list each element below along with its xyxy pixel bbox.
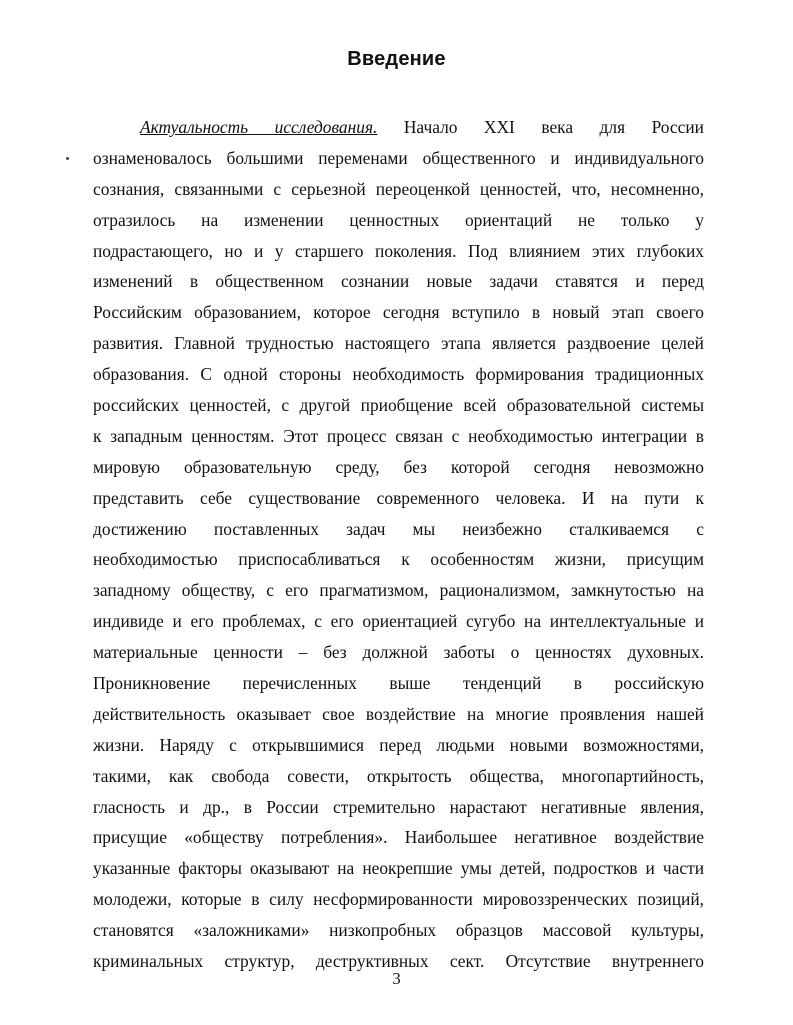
text-line: образования. С одной стороны необходимость формирования традиционных <box>93 364 704 385</box>
text-line: жизни. Наряду с открывшимися перед людьми новыми возможностями, <box>93 734 704 755</box>
text-line-first <box>93 112 704 143</box>
text-line: присущие «обществу потребления». Наибольшее негативное воздействие <box>93 827 704 848</box>
section-lead-heading: Актуальность исследования. <box>140 117 378 137</box>
text-line: материальные ценности – без должной заботы о ценностях духовных. <box>93 642 704 663</box>
text-line: Проникновение перечисленных выше тенденций в российскую <box>93 673 704 694</box>
text-line: ознаменовалось большими переменами общественного и индивидуального <box>93 147 704 168</box>
text-line: такими, как свобода совести, открытость общества, многопартийность, <box>93 765 704 786</box>
first-line-text: Начало XXI века для России <box>403 117 704 137</box>
text-line: действительность оказывает свое воздействие на многие проявления нашей <box>93 703 704 724</box>
margin-dot <box>66 157 69 160</box>
text-line: достижению поставленных задач мы неизбежно сталкиваемся с <box>93 518 704 539</box>
text-line: криминальных структур, деструктивных сект. Отсутствие внутреннего <box>93 951 704 972</box>
text-line: Российским образованием, которое сегодня вступило в новый этап своего <box>93 302 704 323</box>
text-line: российских ценностей, с другой приобщение всей образовательной системы <box>93 395 704 416</box>
text-line: индивиде и его проблемах, с его ориентацией сугубо на интеллектуальные и <box>93 611 704 632</box>
text-line: сознания, связанными с серьезной переоценкой ценностей, что, несомненно, <box>93 178 704 199</box>
text-line: подрастающего, но и у старшего поколения. Под влиянием этих глубоких <box>93 240 704 261</box>
text-line: развития. Главной трудностью настоящего этапа является раздвоение целей <box>93 333 704 354</box>
text-line: становятся «заложниками» низкопробных образцов массовой культуры, <box>93 920 704 941</box>
text-line: представить себе существование современного человека. И на пути к <box>93 487 704 508</box>
text-line: изменений в общественном сознании новые задачи ставятся и перед <box>93 271 704 292</box>
text-line: гласность и др., в России стремительно нарастают негативные явления, <box>93 796 704 817</box>
text-line: необходимостью приспосабливаться к особенностям жизни, присущим <box>93 549 704 570</box>
text-line: западному обществу, с его прагматизмом, рационализмом, замкнутостью на <box>93 580 704 601</box>
text-line: отразилось на изменении ценностных ориентаций не только у <box>93 209 704 230</box>
body-text <box>93 112 704 977</box>
page-number: 3 <box>392 969 401 988</box>
text-line: к западным ценностям. Этот процесс связан с необходимостью интеграции в <box>93 425 704 446</box>
page-title: Введение <box>347 48 446 70</box>
text-line: указанные факторы оказывают на неокрепшие умы детей, подростков и части <box>93 858 704 879</box>
text-line: мировую образовательную среду, без которой сегодня невозможно <box>93 456 704 477</box>
text-line: молодежи, которые в силу несформированности мировоззренческих позиций, <box>93 889 704 910</box>
